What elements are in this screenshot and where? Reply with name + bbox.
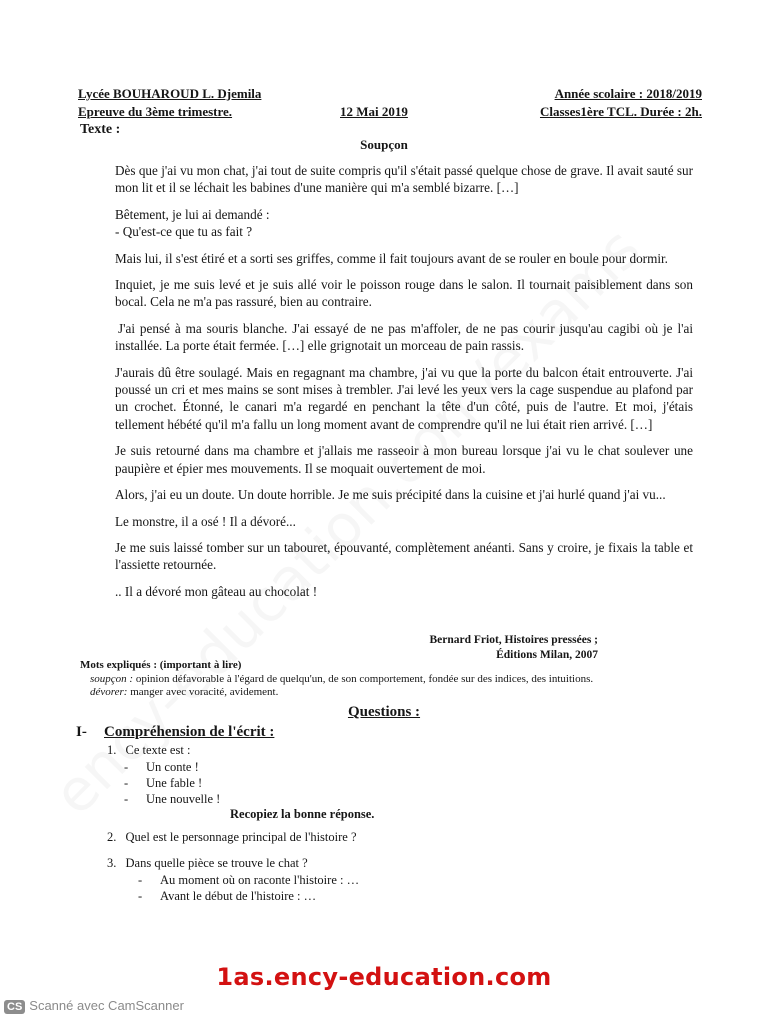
option-item: - Une nouvelle !: [124, 792, 221, 806]
questions-title: Questions :: [347, 704, 421, 720]
camscanner-logo-icon: CS: [4, 1000, 25, 1014]
paragraph: Bêtement, je lui ai demandé :: [115, 206, 270, 222]
section-number: I-: [76, 724, 87, 740]
glossary-definition: manger avec voracité, avidement.: [130, 686, 279, 698]
option-text: Au moment où on raconte l'histoire : …: [160, 873, 360, 887]
paragraph: Mais lui, il s'est étiré et a sorti ses griffes, comme il fait toujours avant de se rouler en boule pour dormir.: [115, 250, 668, 266]
scanner-text: Scanné avec CamScanner: [29, 998, 184, 1013]
option-item: - Un conte !: [124, 760, 199, 774]
glossary-definition: opinion défavorable à l'égard de quelqu'un, de son comportement, fondée sur des indices, des intuitions.: [135, 672, 594, 685]
source-reference: [429, 633, 598, 662]
question-text: Dans quelle pièce se trouve le chat ?: [125, 856, 308, 870]
exam-date: 12 Mai 2019: [340, 104, 408, 119]
paragraph: Je suis retourné dans ma chambre et j'allais me rasseoir à mon bureau lorsque j'ai vu le chat soulever une paupière et épier mes mouvements. Il se moquait ouvertement de moi.: [115, 443, 693, 476]
story-title: Soupçon: [360, 137, 408, 152]
section-heading: [76, 724, 274, 741]
paragraph: Dès que j'ai vu mon chat, j'ai tout de suite compris qu'il s'était passé quelque chose de grave. Il avait sauté sur mon lit et il se léchait les babines d'une manière qui m'a semblé bizarre. […]: [115, 163, 693, 196]
question-text: Quel est le personnage principal de l'histoire ?: [125, 830, 357, 844]
question-instruction: Recopiez la bonne réponse.: [230, 807, 375, 821]
option-text: Un conte !: [146, 760, 199, 774]
paragraph: Le monstre, il a osé ! Il a dévoré...: [115, 513, 296, 529]
question-1: [107, 742, 190, 758]
paragraph: Inquiet, je me suis levé et je suis allé voir le poisson rouge dans le salon. Il tournait paisiblement dans son bocal. Cela ne m'a pas rassuré, bien au contraire.: [115, 277, 693, 310]
paragraph: J'ai pensé à ma souris blanche. J'ai essayé de ne pas m'affoler, de ne pas courir jusqu'au cagibi où je l'ai installée. La porte était fermée. […] elle grignotait un morceau de pain rassis.: [115, 320, 693, 354]
paragraph: Alors, j'ai eu un doute. Un doute horrible. Je me suis précipité dans la cuisine et j'ai hurlé quand j'ai vu...: [115, 487, 666, 503]
option-text: Avant le début de l'histoire : …: [160, 889, 317, 903]
question-text: Ce texte est :: [125, 743, 191, 757]
question-number: 1.: [107, 743, 117, 757]
glossary-entry: [80, 673, 700, 687]
exam-term: Epreuve du 3ème trimestre.: [78, 104, 233, 119]
scanner-credit: [4, 998, 184, 1014]
question-number: 2.: [107, 830, 117, 844]
glossary-word: dévorer:: [90, 686, 128, 698]
paragraph: .. Il a dévoré mon gâteau au chocolat !: [115, 583, 318, 599]
paragraph: - Qu'est-ce que tu as fait ?: [115, 224, 253, 240]
question-3: [107, 855, 308, 871]
glossary: [80, 659, 700, 700]
glossary-title: Mots expliqués : (important à lire): [80, 659, 242, 671]
exam-classes: Classes1ère TCL. Durée : 2h.: [539, 104, 702, 119]
texte-label: Texte :: [80, 122, 121, 137]
glossary-entry: [80, 686, 700, 700]
reference-author: Bernard Friot, Histoires pressées ;: [429, 634, 598, 646]
paragraph: J'aurais dû être soulagé. Mais en regagnant ma chambre, j'ai vu que la porte du balcon était entrouverte. J'ai poussé un cri et mes mains se sont mises à trembler. J'ai levé les yeux vers la cage suspendue au plafond par un crochet. Étonné, le canari m'a regardé en penchant la tête d'un côté, puis de l'autre. Et moi, j'étais tellement hébété qu'il m'a fallu un long moment avant de comprendre qu'il ne lui était rien arrivé. […]: [115, 364, 693, 432]
glossary-word: soupçon :: [90, 672, 134, 685]
question-number: 3.: [107, 856, 117, 870]
school-name: Lycée BOUHAROUD L. Djemila: [78, 86, 262, 101]
paragraph: Je me suis laissé tomber sur un tabouret, épouvanté, complètement anéanti. Sans y croire, je fixais la table et l'assiette retournée.: [115, 539, 693, 573]
option-text: Une fable !: [146, 776, 203, 790]
option-item: - Avant le début de l'histoire : …: [138, 889, 317, 903]
option-item: - Au moment où on raconte l'histoire : …: [138, 873, 360, 887]
footer-url: 1as.ency-education.com: [216, 963, 552, 991]
option-text: Une nouvelle !: [146, 792, 221, 806]
question-2: [107, 829, 357, 845]
section-label: Compréhension de l'écrit :: [104, 724, 275, 740]
school-year: Année scolaire : 2018/2019: [554, 86, 702, 101]
reference-editor: Éditions Milan, 2007: [496, 648, 598, 661]
option-item: - Une fable !: [124, 776, 203, 790]
story-text: [115, 162, 693, 609]
